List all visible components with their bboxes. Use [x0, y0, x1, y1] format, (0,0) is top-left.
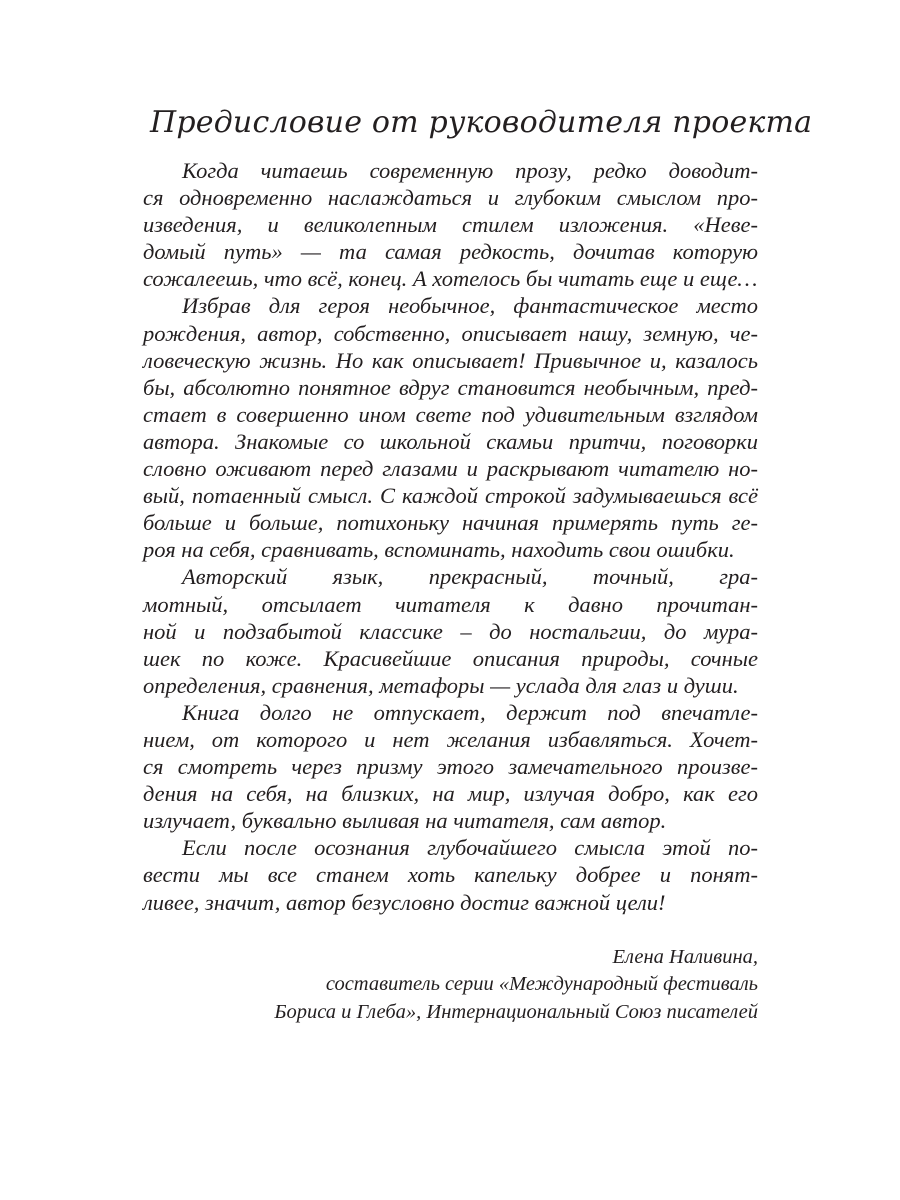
signature-block	[143, 944, 758, 1026]
text-line: сожалеешь, что всё, конец. А хотелось бы читать еще и еще…	[143, 266, 758, 292]
page-title: Предисловие от руководителя проекта	[150, 105, 813, 140]
signature-organization: Бориса и Глеба», Интернациональный Союз писателей	[274, 1000, 758, 1023]
text-line: больше и больше, потихоньку начиная примерять путь ге-	[143, 510, 758, 536]
text-line: вый, потаенный смысл. С каждой строкой задумываешься всё	[143, 483, 758, 509]
paragraph	[143, 563, 758, 698]
text-line: ной и подзабытой классике – до ностальгии, до мура-	[143, 618, 758, 644]
signature-name: Елена Наливина,	[612, 946, 758, 968]
text-line: Избрав для героя необычное, фантастическое место	[182, 293, 758, 319]
text-line: рождения, автор, собственно, описывает нашу, земную, че-	[143, 320, 758, 346]
text-line: Когда читаешь современную прозу, редко доводит-	[182, 158, 758, 183]
text-line: вести мы все станем хоть капельку добрее и понят-	[143, 862, 758, 888]
text-line: бы, абсолютно понятное вдруг становится необычным, пред-	[143, 374, 758, 400]
text-line: роя на себя, сравнивать, вспоминать, находить свои ошибки.	[143, 537, 735, 563]
text-line: ся смотреть через призму этого замечательного произве-	[143, 754, 758, 780]
text-line: Если после осознания глубочайшего смысла этой по-	[182, 835, 758, 861]
text-line: ливее, значит, автор безусловно достиг важной цели!	[143, 889, 666, 915]
text-line: изведения, и великолепным стилем изложения. «Неве-	[143, 212, 758, 238]
paragraph	[143, 157, 758, 292]
paragraph	[143, 292, 758, 563]
preface-body	[143, 157, 758, 916]
text-line: словно оживают перед глазами и раскрывают читателю но-	[143, 456, 758, 482]
text-line: ловеческую жизнь. Но как описывает! Привычное и, казалось	[143, 347, 758, 373]
signature-role: составитель серии «Международный фестиваль	[325, 973, 758, 996]
text-line: автора. Знакомые со школьной скамьи притчи, поговорки	[143, 428, 758, 454]
paragraph	[143, 699, 758, 834]
paragraph	[143, 834, 758, 915]
text-line: Авторский язык, прекрасный, точный, гра-	[182, 564, 758, 590]
text-line: домый путь» — та самая редкость, дочитав которую	[143, 239, 758, 265]
text-line: мотный, отсылает читателя к давно прочитан-	[143, 591, 758, 617]
text-line: Книга долго не отпускает, держит под впечатле-	[182, 699, 758, 725]
text-line: стает в совершенно ином свете под удивительным взглядом	[143, 401, 758, 427]
text-line: шек по коже. Красивейшие описания природы, сочные	[143, 645, 758, 671]
text-line: определения, сравнения, метафоры — услада для глаз и души.	[143, 672, 739, 698]
text-line: ся одновременно наслаждаться и глубоким смыслом про-	[143, 185, 758, 211]
text-line: нием, от которого и нет желания избавляться. Хочет-	[143, 726, 758, 752]
text-line: излучает, буквально выливая на читателя, сам автор.	[143, 808, 667, 834]
text-line: дения на себя, на близких, на мир, излучая добро, как его	[143, 781, 758, 807]
